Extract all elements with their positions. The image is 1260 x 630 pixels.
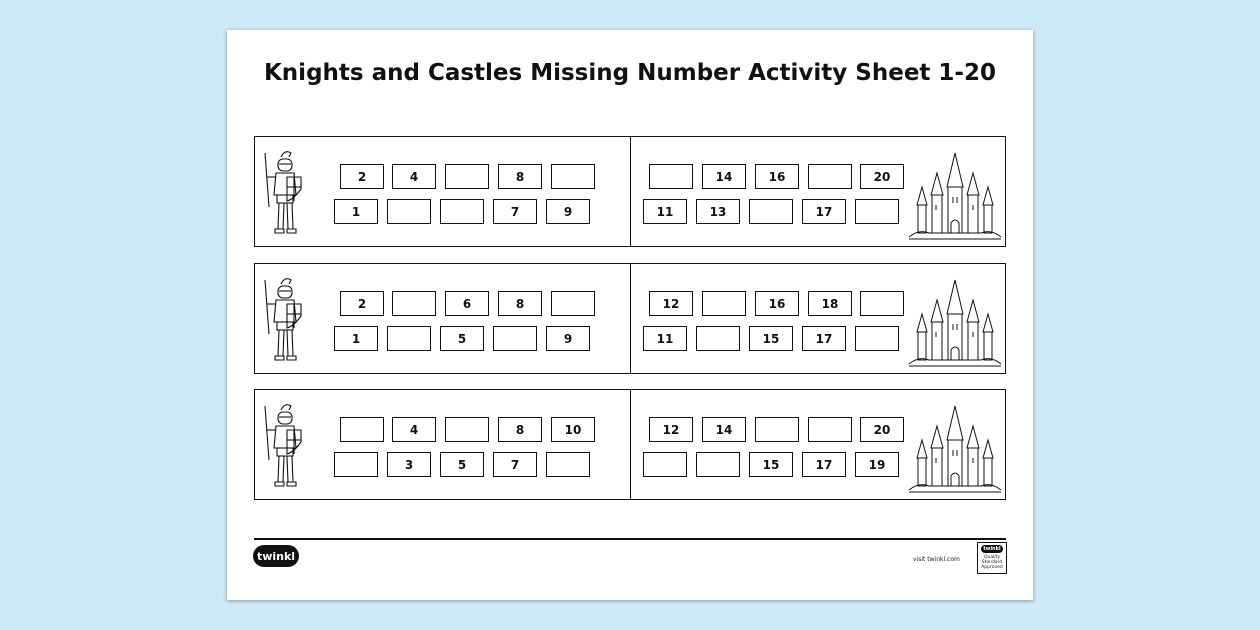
number-box[interactable]: 6: [445, 291, 489, 316]
activity-sheet: [227, 30, 1033, 600]
number-box[interactable]: 8: [498, 291, 542, 316]
number-box[interactable]: [860, 291, 904, 316]
number-box[interactable]: 4: [392, 164, 436, 189]
number-box[interactable]: 10: [551, 417, 595, 442]
number-box[interactable]: [696, 326, 740, 351]
number-box[interactable]: 4: [392, 417, 436, 442]
number-box[interactable]: [855, 326, 899, 351]
number-box[interactable]: 15: [749, 452, 793, 477]
number-box[interactable]: [440, 199, 484, 224]
number-box[interactable]: 5: [440, 326, 484, 351]
knight-icon: [259, 400, 309, 492]
activity-row: [254, 389, 1006, 500]
number-box[interactable]: 8: [498, 164, 542, 189]
number-box[interactable]: 17: [802, 199, 846, 224]
number-box[interactable]: [445, 417, 489, 442]
number-box[interactable]: [387, 199, 431, 224]
number-box[interactable]: 1: [334, 326, 378, 351]
number-box[interactable]: [445, 164, 489, 189]
number-box[interactable]: [749, 199, 793, 224]
number-box[interactable]: 11: [643, 326, 687, 351]
number-box[interactable]: 7: [493, 199, 537, 224]
number-box[interactable]: 12: [649, 417, 693, 442]
number-box[interactable]: [493, 326, 537, 351]
number-box[interactable]: [702, 291, 746, 316]
number-box[interactable]: [696, 452, 740, 477]
number-box[interactable]: [649, 164, 693, 189]
number-box[interactable]: 20: [860, 417, 904, 442]
castle-icon: [907, 147, 1003, 243]
number-box[interactable]: 17: [802, 452, 846, 477]
number-box[interactable]: 2: [340, 291, 384, 316]
quality-badge: [977, 542, 1007, 574]
knight-icon: [259, 274, 309, 366]
number-box[interactable]: [387, 326, 431, 351]
page-title: Knights and Castles Missing Number Activity Sheet 1-20: [263, 60, 996, 86]
number-box[interactable]: [551, 164, 595, 189]
number-box[interactable]: [334, 452, 378, 477]
number-box[interactable]: [392, 291, 436, 316]
number-box[interactable]: 17: [802, 326, 846, 351]
number-box[interactable]: 8: [498, 417, 542, 442]
number-box[interactable]: 19: [855, 452, 899, 477]
number-box[interactable]: 9: [546, 326, 590, 351]
number-box[interactable]: 5: [440, 452, 484, 477]
number-box[interactable]: [808, 164, 852, 189]
number-box[interactable]: [340, 417, 384, 442]
activity-row: [254, 263, 1006, 374]
number-box[interactable]: [643, 452, 687, 477]
number-box[interactable]: 20: [860, 164, 904, 189]
number-box[interactable]: 14: [702, 164, 746, 189]
number-box[interactable]: [855, 199, 899, 224]
twinkl-logo[interactable]: twinkl: [253, 545, 299, 567]
number-box[interactable]: 3: [387, 452, 431, 477]
badge-text: Quality Standard Approved: [981, 555, 1003, 570]
number-box[interactable]: 13: [696, 199, 740, 224]
footer-divider: [254, 538, 1006, 540]
number-box[interactable]: [755, 417, 799, 442]
castle-icon: [907, 274, 1003, 370]
number-box[interactable]: 1: [334, 199, 378, 224]
knight-icon: [259, 147, 309, 239]
row-divider: [630, 137, 631, 246]
number-box[interactable]: 12: [649, 291, 693, 316]
number-box[interactable]: [546, 452, 590, 477]
row-divider: [630, 390, 631, 499]
number-box[interactable]: 15: [749, 326, 793, 351]
badge-logo: twinkl: [981, 545, 1003, 553]
number-box[interactable]: 2: [340, 164, 384, 189]
number-box[interactable]: [551, 291, 595, 316]
visit-link[interactable]: visit twinkl.com: [913, 556, 960, 563]
number-box[interactable]: 7: [493, 452, 537, 477]
number-box[interactable]: 18: [808, 291, 852, 316]
number-box[interactable]: 9: [546, 199, 590, 224]
number-box[interactable]: 14: [702, 417, 746, 442]
row-divider: [630, 264, 631, 373]
castle-icon: [907, 400, 1003, 496]
number-box[interactable]: [808, 417, 852, 442]
activity-row: [254, 136, 1006, 247]
number-box[interactable]: 16: [755, 291, 799, 316]
number-box[interactable]: 16: [755, 164, 799, 189]
number-box[interactable]: 11: [643, 199, 687, 224]
